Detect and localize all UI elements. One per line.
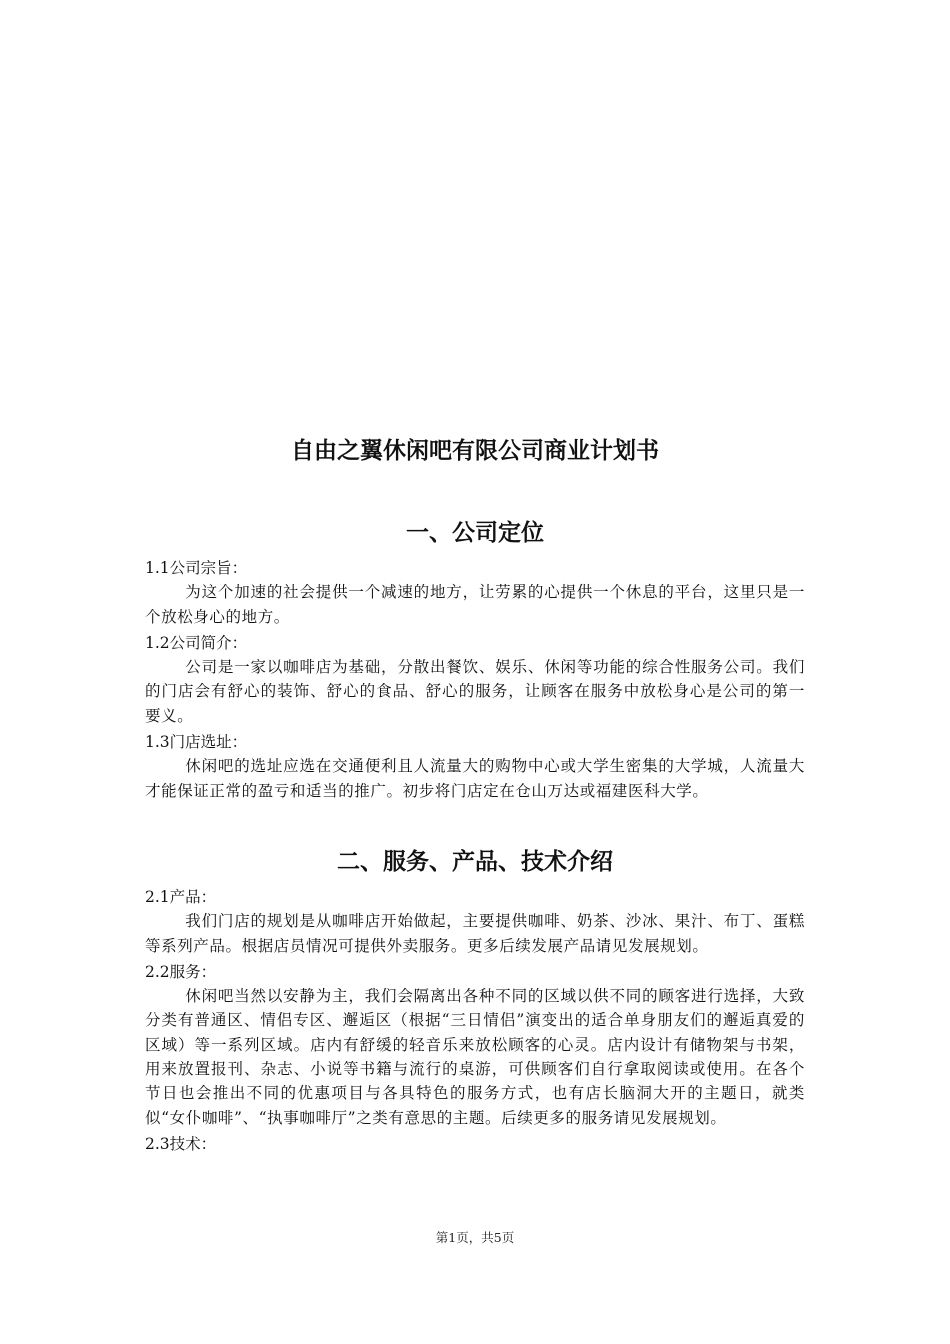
paragraph: 为这个加速的社会提供一个减速的地方，让劳累的心提供一个休息的平台，这里只是一个放松身心的地方。 bbox=[145, 583, 805, 626]
paragraph: 休闲吧的选址应选在交通便利且人流量大的购物中心或大学生密集的大学城，人流量大才能保证正常的盈亏和适当的推广。初步将门店定在仓山万达或福建医科大学。 bbox=[145, 757, 805, 800]
subsection-label: 1.3门店选址： bbox=[145, 733, 248, 752]
section-company-positioning bbox=[145, 512, 805, 803]
page-number-footer: 第1页，共5页 bbox=[435, 1230, 515, 1245]
subsection-label: 1.2公司简介： bbox=[145, 633, 248, 652]
subsection-label: 1.1公司宗旨： bbox=[145, 559, 248, 577]
section-heading: 一、公司定位 bbox=[406, 520, 544, 546]
subsection-label: 2.3技术： bbox=[145, 1134, 217, 1153]
paragraph: 我们门店的规划是从咖啡店开始做起，主要提供咖啡、奶茶、沙冰、果汁、布丁、蛋糕等系列产品。根据店员情况可提供外卖服务。更多后续发展产品请见发展规划。 bbox=[145, 912, 805, 955]
subsection-label: 2.1产品： bbox=[145, 887, 217, 906]
section-services-products-tech bbox=[145, 841, 805, 1156]
section-heading: 二、服务、产品、技术介绍 bbox=[337, 848, 613, 875]
paragraph: 休闲吧当然以安静为主，我们会隔离出各种不同的区域以供不同的顾客进行选择，大致分类有普通区、情侣专区、邂逅区（根据“三日情侣”演变出的适合单身朋友们的邂逅真爱的区域）等一系列区域。店内有舒缓的轻音乐来放松顾客的心灵。店内设计有储物架与书架，用来放置报刊、杂志、小说等书籍与流行的桌游，可供顾客们自行拿取阅读或使用。在各个节日也会推出不同的优惠项目与各具特色的服务方式，也有店长脑洞大开的主题日，就类似“女仆咖啡”、“执事咖啡厅”之类有意思的主题。后续更多的服务请见发展规划。 bbox=[145, 987, 805, 1127]
subsection-label: 2.2服务： bbox=[145, 962, 217, 981]
document-body bbox=[145, 430, 805, 1156]
paragraph: 公司是一家以咖啡店为基础，分散出餐饮、娱乐、休闲等功能的综合性服务公司。我们的门店会有舒心的装饰、舒心的食品、舒心的服务，让顾客在服务中放松身心是公司的第一要义。 bbox=[145, 658, 805, 725]
document-title: 自由之翼休闲吧有限公司商业计划书 bbox=[291, 438, 659, 464]
